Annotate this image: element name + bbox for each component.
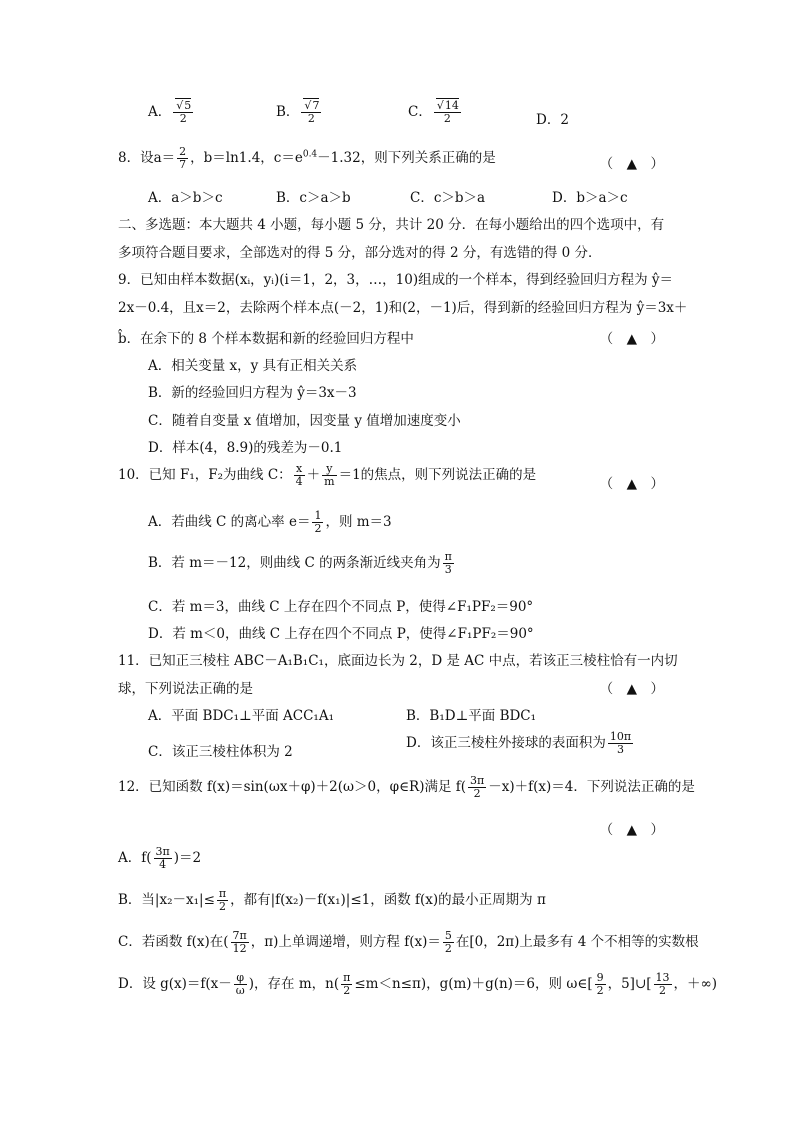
q11-option-b: B．B₁D⊥平面 BDC₁ [406, 708, 537, 724]
q7-option-a: A． √ $\frac{5}{2}$ [148, 100, 195, 125]
q8-option-a: A．a＞b＞c [148, 190, 223, 206]
q7-option-d: D．2 [536, 112, 569, 128]
q9-answer-bracket: （ ▲ ） [599, 331, 664, 347]
q11-option-d: D．该正三棱柱外接球的表面积为 $\frac{10\pi}{3}$ [406, 730, 632, 756]
q10-option-d: D．若 m＜0，曲线 C 上存在四个不同点 P，使得∠F₁PF₂＝90° [148, 626, 534, 642]
q11-option-a: A．平面 BDC₁⊥平面 ACC₁A₁ [148, 708, 334, 724]
q9-stem-1: 9．已知由样本数据(xᵢ，yᵢ)(i＝1，2，3，…，10)组成的一个样本，得到经验回归方程为 ŷ＝ [118, 272, 674, 288]
q11-option-c: C．该正三棱柱体积为 2 [148, 744, 293, 760]
q10-option-b: B．若 m＝－12，则曲线 C 的两条渐近线夹角为 $\frac{\pi}{3}$ [148, 550, 452, 576]
q12-stem: 12．已知函数 f(x)＝sin(ωx＋φ)＋2(ω＞0，φ∈R)满足 f( $\frac{3\pi}{2}$ －x)＋f(x)＝4．下列说法正确的是 [118, 774, 695, 800]
q10-option-c: C．若 m＝3，曲线 C 上存在四个不同点 P，使得∠F₁PF₂＝90° [148, 599, 534, 615]
q10-stem: 10．已知 F₁，F₂为曲线 C： $\frac{x}{4}$ ＋ $\frac{y}{m}$ ＝1的焦点，则下列说法正确的是 [118, 462, 537, 488]
q8-option-c: C．c＞b＞a [410, 190, 486, 206]
q12-option-c: C．若函数 f(x)在( $\frac{7\pi}{12}$ ，π)上单调递增，则方程 f(x)＝ $\frac{5}{2}$ 在[0，2π)上最多有 4 个不相等的实数根 [118, 929, 699, 955]
q12-option-a: A．f( $\frac{3\pi}{4}$ )＝2 [118, 845, 202, 871]
q7-option-c: C． √ $\frac{14}{2}$ [408, 100, 463, 125]
q8-answer-bracket: （ ▲ ） [599, 156, 664, 172]
q11-answer-bracket: （ ▲ ） [599, 681, 664, 697]
q9-stem-3: b̂．在余下的 8 个样本数据和新的经验回归方程中 [118, 331, 414, 347]
q9-stem-2: 2x－0.4，且x＝2，去除两个样本点(－2，1)和(2，－1)后，得到新的经验回归方程为 ŷ＝3x＋ [118, 300, 688, 316]
q9-option-a: A．相关变量 x，y 具有正相关关系 [148, 358, 358, 374]
q9-option-c: C．随着自变量 x 值增加，因变量 y 值增加速度变小 [148, 413, 461, 429]
q8-option-d: D．b＞a＞c [552, 190, 628, 206]
section2-heading: 二、多选题：本大题共 4 小题，每小题 5 分，共计 20 分．在每小题给出的四个选项中，有 [118, 217, 665, 233]
q8-option-b: B．c＞a＞b [276, 190, 351, 206]
q9-option-d: D．样本(4，8.9)的残差为－0.1 [148, 440, 343, 456]
q11-stem-1: 11．已知正三棱柱 ABC－A₁B₁C₁，底面边长为 2，D 是 AC 中点，若该正三棱柱恰有一内切 [118, 653, 678, 669]
q12-option-b: B．当|x₂－x₁|≤ $\frac{\pi}{2}$ ，都有|f(x₂)－f(x₁)|≤1，函数 f(x)的最小正周期为 π [118, 887, 546, 913]
q9-option-b: B．新的经验回归方程为 ŷ＝3x－3 [148, 385, 357, 401]
q10-option-a: A．若曲线 C 的离心率 e＝ $\frac{1}{2}$ ，则 m＝3 [148, 509, 392, 535]
section2-rules: 多项符合题目要求，全部选对的得 5 分，部分选对的得 2 分，有选错的得 0 分． [118, 245, 602, 261]
q7-option-b: B． √ $\frac{7}{2}$ [276, 100, 323, 125]
q12-option-d: D．设 g(x)＝f(x－ $\frac{\varphi}{\omega}$ )，存在 m，n( $\frac{\pi}{2}$ ≤m＜n≤π)，g(m)＋g(n)＝6，则 ω∈[ $\frac{9}{2}$ ，5]∪[ $\frac{13}{2}$ ，＋∞) [118, 971, 718, 997]
q11-stem-2: 球，下列说法正确的是 [118, 681, 253, 697]
q12-answer-bracket: （ ▲ ） [599, 822, 664, 838]
q8-stem: 8．设a＝ $\frac{2}{7}$ ，b＝ln1.4，$c=e^{0.4}-1.32$，则下列关系正确的是 [118, 145, 496, 171]
q10-answer-bracket: （ ▲ ） [599, 476, 664, 492]
